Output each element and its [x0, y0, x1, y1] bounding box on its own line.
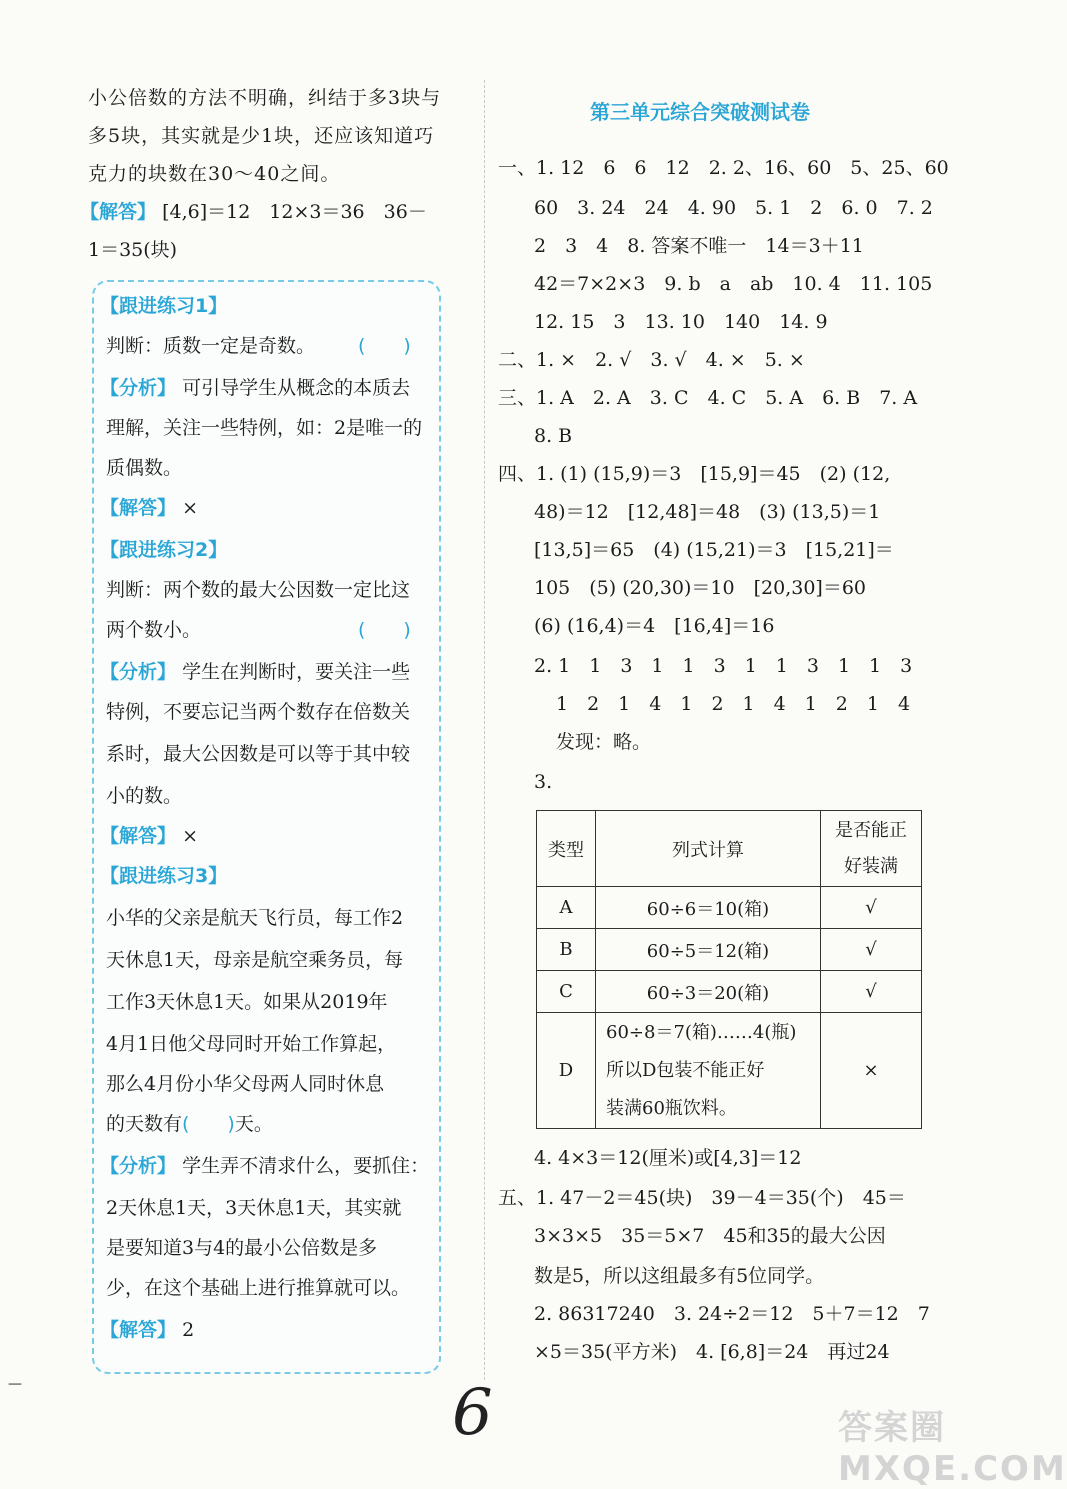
practice2-analysis-line4: 小的数。 [106, 785, 183, 807]
right-line-7: 三、1. A 2. A 3. C 4. C 5. A 6. B 7. A [498, 387, 918, 409]
header-calc: 列式计算 [596, 811, 821, 887]
header-ok-line2: 好装满 [844, 855, 898, 877]
practice1-analysis-label: 【分析】 [100, 377, 177, 399]
answer-text: [4,6]＝12 12×3＝36 36－ [162, 201, 427, 223]
practice2-question-line2: 两个数小。 [106, 619, 202, 641]
row-d-calc-line2: 所以D包装不能正好 [606, 1059, 765, 1081]
practice3-question-line3: 工作3天休息1天。如果从2019年 [106, 991, 388, 1013]
practice2-answer [100, 824, 198, 848]
practice2-label: 【跟进练习2】 [100, 539, 228, 561]
right-line-16: 发现：略。 [556, 731, 652, 753]
right-line-11: [13,5]＝65 (4) (15,21)＝3 [15,21]＝ [534, 539, 894, 561]
practice1-label: 【跟进练习1】 [100, 295, 228, 317]
practice3-q-last-a: 的天数有 [106, 1113, 183, 1135]
footer-mark: — [8, 1376, 22, 1392]
table-row [537, 929, 922, 971]
practice3-question-line1: 小华的父亲是航天飞行员，每工作2 [106, 907, 404, 929]
row-a-type: A [537, 887, 596, 929]
right-line-17: 3. [534, 771, 553, 793]
row-c-type: C [537, 971, 596, 1013]
practice2-analysis-line1 [100, 660, 410, 684]
row-c-ok: √ [821, 971, 922, 1013]
practice3-question-line2: 天休息1天，母亲是航空乘务员，每 [106, 949, 404, 971]
answer-label: 【解答】 [80, 201, 157, 223]
row-b-calc: 60÷5＝12(箱) [596, 929, 821, 971]
practice1-analysis-line2: 理解，关注一些特例，如：2是唯一的 [106, 417, 423, 439]
practice3-analysis-label: 【分析】 [100, 1155, 177, 1177]
practice3-analysis-text1: 学生弄不清求什么，要抓住： [182, 1155, 430, 1177]
right-line-14: 2. 1 1 3 1 1 3 1 1 3 1 1 3 [534, 655, 913, 677]
header-type: 类型 [537, 811, 596, 887]
table-row [537, 971, 922, 1013]
practice2-paren: ( ) [358, 619, 411, 641]
practice3-q-last-b: 天。 [234, 1113, 273, 1135]
right-line-12: 105 (5) (20,30)＝10 [20,30]＝60 [534, 577, 867, 599]
practice3-answer-label: 【解答】 [100, 1319, 177, 1341]
answer-cont: 1＝35(块) [88, 239, 178, 261]
practice1-answer [100, 496, 198, 520]
right-line-6: 二、1. × 2. √ 3. √ 4. × 5. × [498, 349, 805, 371]
practice1-answer-label: 【解答】 [100, 497, 177, 519]
practice2-question-line1: 判断：两个数的最大公因数一定比这 [106, 579, 411, 601]
after-line-4: 数是5，所以这组最多有5位同学。 [534, 1265, 825, 1287]
row-c-calc: 60÷3＝20(箱) [596, 971, 821, 1013]
practice3-question-line4: 4月1日他父母同时开始工作算起， [106, 1033, 397, 1055]
right-line-15: 1 2 1 4 1 2 1 4 1 2 1 4 [556, 693, 911, 715]
right-line-3: 2 3 4 8. 答案不唯一 14＝3＋11 [534, 235, 864, 257]
column-divider [484, 80, 485, 1380]
practice3-label: 【跟进练习3】 [100, 865, 228, 887]
answer-line [80, 200, 427, 224]
after-line-6: ×5＝35(平方米) 4. [6,8]＝24 再过24 [534, 1341, 890, 1363]
practice1-analysis-line3: 质偶数。 [106, 457, 183, 479]
practice1-analysis-text1: 可引导学生从概念的本质去 [182, 377, 411, 399]
practice3-analysis-line1 [100, 1154, 429, 1178]
intro-line-2: 多5块，其实就是少1块，还应该知道巧 [88, 125, 435, 147]
practice2-analysis-line2: 特例，不要忘记当两个数存在倍数关 [106, 701, 411, 723]
section-title: 第三单元综合突破测试卷 [590, 100, 810, 124]
practice3-analysis-line3: 是要知道3与4的最小公倍数是多 [106, 1237, 378, 1259]
practice3-answer-value: 2 [182, 1319, 195, 1341]
practice3-analysis-line4: 少，在这个基础上进行推算就可以。 [106, 1277, 411, 1299]
row-b-ok: √ [821, 929, 922, 971]
practice2-analysis-text1: 学生在判断时，要关注一些 [182, 661, 411, 683]
row-a-ok: √ [821, 887, 922, 929]
header-ok [821, 811, 922, 887]
right-line-5: 12. 15 3 13. 10 140 14. 9 [534, 311, 828, 333]
row-d-calc [596, 1013, 821, 1129]
after-line-5: 2. 86317240 3. 24÷2＝12 5＋7＝12 7 [534, 1303, 930, 1325]
intro-line-3: 克力的块数在30～40之间。 [88, 163, 341, 185]
practice2-analysis-label: 【分析】 [100, 661, 177, 683]
practice3-analysis-line2: 2天休息1天，3天休息1天，其实就 [106, 1197, 402, 1219]
watermark: 答案圈 MXQE.COM [838, 1408, 1067, 1489]
right-line-8: 8. B [534, 425, 573, 447]
practice1-question: 判断：质数一定是奇数。 [106, 335, 316, 357]
practice1-analysis-line1 [100, 376, 410, 400]
practice3-question-line6 [106, 1112, 273, 1136]
practice2-analysis-line3: 系时，最大公因数是可以等于其中较 [106, 743, 411, 765]
right-line-1: 一、1. 12 6 6 12 2. 2、16、60 5、25、60 [498, 157, 949, 179]
practice3-question-line5: 那么4月份小华父母两人同时休息 [106, 1073, 385, 1095]
right-line-13: (6) (16,4)＝4 [16,4]＝16 [534, 615, 775, 637]
page-number: 6 [452, 1376, 493, 1450]
table-row [537, 887, 922, 929]
practice2-answer-value: × [182, 825, 198, 847]
right-line-4: 42＝7×2×3 9. b a ab 10. 4 11. 105 [534, 273, 933, 295]
practice3-answer [100, 1318, 194, 1342]
row-b-type: B [537, 929, 596, 971]
row-a-calc: 60÷6＝10(箱) [596, 887, 821, 929]
practice2-answer-label: 【解答】 [100, 825, 177, 847]
practice3-paren: ( ) [182, 1113, 235, 1135]
answer-table [536, 810, 922, 1129]
right-line-2: 60 3. 24 24 4. 90 5. 1 2 6. 0 7. 2 [534, 197, 933, 219]
row-d-calc-line1: 60÷8＝7(箱)……4(瓶) [606, 1021, 797, 1043]
right-line-10: 48)＝12 [12,48]＝48 (3) (13,5)＝1 [534, 501, 881, 523]
after-line-3: 3×3×5 35＝5×7 45和35的最大公因 [534, 1225, 886, 1247]
row-d-ok: × [821, 1013, 922, 1129]
table-header-row [537, 811, 922, 887]
right-line-9: 四、1. (1) (15,9)＝3 [15,9]＝45 (2) (12, [498, 463, 891, 485]
row-d-calc-line3: 装满60瓶饮料。 [606, 1097, 737, 1119]
after-line-2: 五、1. 47－2＝45(块) 39－4＝35(个) 45＝ [498, 1187, 906, 1209]
intro-line-1: 小公倍数的方法不明确，纠结于多3块与 [88, 87, 442, 109]
after-line-1: 4. 4×3＝12(厘米)或[4,3]＝12 [534, 1147, 802, 1169]
practice1-answer-value: × [182, 497, 198, 519]
row-d-type: D [537, 1013, 596, 1129]
header-ok-line1: 是否能正 [835, 819, 907, 841]
practice1-paren: ( ) [358, 335, 411, 357]
table-row [537, 1013, 922, 1129]
